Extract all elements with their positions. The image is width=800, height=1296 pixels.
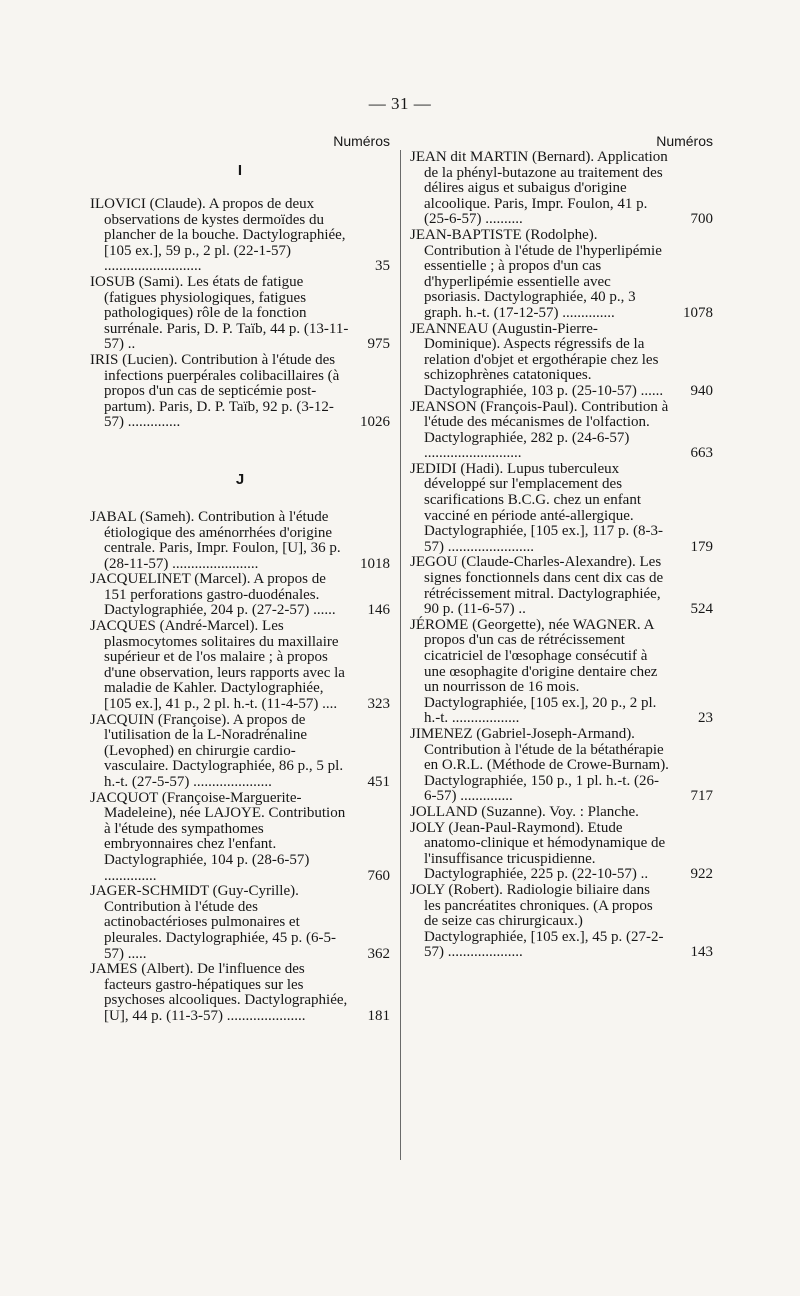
entry-number: 760: [367, 867, 390, 884]
entry-number: 940: [690, 382, 713, 399]
entry-text: JOLY (Jean-Paul-Raymond). Etude anatomo-clinique et hémodynamique de l'insuffisance tricuspidienne. Dactylographiée, 225 p. (22-10-57) ..: [410, 819, 666, 883]
entry-text: JACQUIN (Françoise). A propos de l'utilisation de la L-Noradrénaline (Levophed) en chirurgie cardio-vasculaire. Dactylographiée, 86 p., 5 pl. h.-t. (27-5-57) .....................: [90, 711, 344, 790]
entry-text: JACQUOT (Françoise-Marguerite-Madeleine), née LAJOYE. Contribution à l'étude des sympathomes embryonnaires chez l'enfant. Dactylographiée, 104 p. (28-6-57) ..............: [90, 789, 346, 884]
index-entry: [410, 555, 713, 617]
entry-number: 975: [367, 336, 390, 353]
entry-number: 181: [367, 1007, 390, 1024]
index-entry: [90, 572, 390, 619]
numeros-header-left: Numéros: [333, 133, 390, 149]
entry-number: 23: [698, 710, 713, 727]
entry-number: 146: [367, 602, 390, 619]
index-entry: [410, 462, 713, 556]
index-entry: [410, 400, 713, 462]
index-entry: [410, 228, 713, 322]
section-letter-i: I: [237, 162, 243, 179]
index-entry: [90, 510, 390, 572]
entry-number: 1018: [360, 555, 390, 572]
entry-text: JEAN dit MARTIN (Bernard). Application de la phényl-butazone au traitement des délires aigus et subaigus d'origine alcoolique. Paris, Impr. Foulon, 41 p. (25-6-57) ..........: [410, 149, 668, 228]
column-divider: [400, 150, 401, 1160]
entry-number: 524: [690, 601, 713, 618]
index-entry: [410, 821, 713, 883]
entry-text: JEANNEAU (Augustin-Pierre-Dominique). Aspects régressifs de la relation d'objet et ergothérapie chez les schizophrènes catatoniques. Dactylographiée, 103 p. (25-10-57) ......: [410, 320, 664, 399]
entry-text: JEGOU (Claude-Charles-Alexandre). Les signes fonctionnels dans cent dix cas de rétrécissement mitral. Dactylographiée, 90 p. (11-6-57) ..: [410, 554, 664, 618]
index-entry: [410, 727, 713, 805]
entry-text: JEAN-BAPTISTE (Rodolphe). Contribution à l'étude de l'hyperlipémie essentielle ; à propos d'un cas d'hyperlipémie essentielle avec psoriasis. Dactylographiée, 40 p., 3 graph. h.-t. (17-12-57) ..............: [410, 226, 662, 321]
entry-text: JOLY (Robert). Radiologie biliaire dans les pancréatites chroniques. (A propos de seize cas chirurgicaux.) Dactylographiée, [105 ex.], 45 p. (27-2-57) ....................: [410, 881, 664, 961]
left-column: [90, 132, 390, 1025]
entry-number: 362: [367, 945, 390, 962]
entry-text: JACQUELINET (Marcel). A propos de 151 perforations gastro-duodénales. Dactylographiée, 204 p. (27-2-57) ......: [90, 571, 336, 619]
entry-text: JOLLAND (Suzanne). Voy. : Planche.: [410, 803, 639, 820]
index-entry: [410, 322, 713, 400]
entry-text: JEDIDI (Hadi). Lupus tuberculeux développé sur l'emplacement des scarifications B.C.G. chez un enfant vacciné en période anté-allergique. Dactylographiée, [105 ex.], 117 p. (8-3-57) .......................: [410, 460, 663, 555]
entry-number: 700: [690, 211, 713, 228]
entry-text: JEANSON (François-Paul). Contribution à l'étude des mécanismes de l'olfaction. Dactylographiée, 282 p. (24-6-57) ..........................: [410, 398, 669, 462]
index-entry: [410, 805, 713, 821]
entry-number: 35: [375, 258, 390, 275]
entry-text: ILOVICI (Claude). A propos de deux observations de kystes dermoïdes du plancher de la bouche. Dactylographiée, [105 ex.], 59 p., 2 pl. (22-1-57) ..........................: [90, 196, 346, 275]
entry-number: 179: [690, 538, 713, 555]
index-entry: [90, 275, 390, 353]
entry-text: JÉROME (Georgette), née WAGNER. A propos d'un cas de rétrécissement cicatriciel de l'œsophage consécutif à une œsophagite d'origine dentaire chez un nourrisson de 16 mois. Dactylographiée, [105 ex.], 20 p., 2 pl. h.-t. ..................: [410, 616, 658, 727]
entry-number: 323: [367, 696, 390, 713]
entry-text: JAMES (Albert). De l'influence des facteurs gastro-hépatiques sur les psychoses alcooliques. Dactylographiée, [U], 44 p. (11-3-57) .....................: [90, 961, 348, 1024]
entry-number: 1026: [360, 414, 390, 431]
entry-number: 1078: [683, 304, 713, 321]
entry-text: JABAL (Sameh). Contribution à l'étude étiologique des aménorrhées d'origine centrale. Paris, Impr. Foulon, [U], 36 p. (28-11-57) .......................: [90, 508, 341, 572]
entry-text: JIMENEZ (Gabriel-Joseph-Armand). Contribution à l'étude de la bétathérapie en O.R.L. (Méthode de Crowe-Burnam). Dactylographiée, 150 p., 1 pl. h.-t. (26-6-57) ..............: [410, 725, 669, 805]
right-column: [410, 132, 713, 961]
numeros-header-right: Numéros: [656, 133, 713, 149]
entry-number: 717: [690, 788, 713, 805]
index-entry: [90, 619, 390, 713]
index-entry: [90, 713, 390, 791]
entry-text: IRIS (Lucien). Contribution à l'étude des infections puerpérales colibacillaires (à propos d'un cas de septicémie post-partum). Paris, D. P. Taïb, 92 p. (3-12-57) ..............: [90, 351, 340, 431]
index-entry: [410, 618, 713, 727]
index-entry: [90, 353, 390, 431]
entry-number: 143: [690, 944, 713, 961]
entry-number: 451: [367, 774, 390, 790]
entry-text: JACQUES (André-Marcel). Les plasmocytomes solitaires du maxillaire supérieur et de l'os malaire ; à propos d'une observation, leurs rapports avec la maladie de Kahler. Dactylographiée, [105 ex.], 41 p., 2 pl. h.-t. (11-4-57) ....: [90, 618, 345, 713]
index-entry: [90, 884, 390, 962]
index-entry: [90, 962, 390, 1024]
section-letter-j: J: [235, 470, 245, 488]
entry-text: JAGER-SCHMIDT (Guy-Cyrille). Contribution à l'étude des actinobactérioses pulmonaires et pleurales. Dactylographiée, 45 p. (6-5-57) .....: [90, 883, 336, 962]
index-entry: [90, 791, 390, 885]
index-entry: [410, 150, 713, 228]
index-entry: [90, 197, 390, 275]
page-number: — 31 —: [368, 94, 432, 113]
entry-number: 922: [690, 866, 713, 883]
index-entry: [410, 883, 713, 961]
entry-number: 663: [690, 445, 713, 462]
entry-text: IOSUB (Sami). Les états de fatigue (fatigues physiologiques, fatigues pathologiques) rôle de la fonction surrénale. Paris, D. P. Taïb, 44 p. (13-11-57) ..: [90, 273, 349, 353]
